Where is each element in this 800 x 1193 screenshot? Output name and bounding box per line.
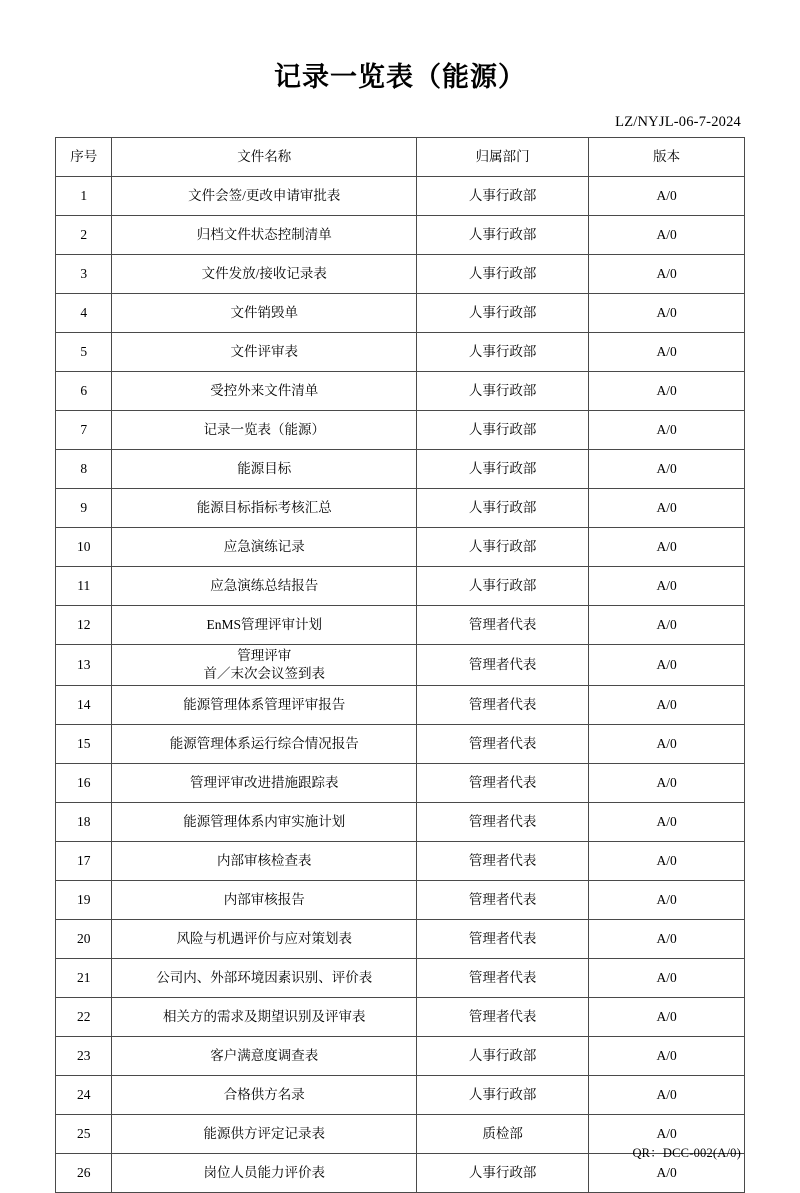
cell-name: 归档文件状态控制清单 (112, 216, 417, 255)
cell-no: 3 (56, 255, 112, 294)
cell-version: A/0 (589, 920, 745, 959)
cell-dept: 管理者代表 (417, 606, 589, 645)
table-body (56, 177, 745, 1193)
table-row (56, 411, 745, 450)
cell-no: 6 (56, 372, 112, 411)
cell-name (112, 645, 417, 686)
table-row (56, 1037, 745, 1076)
cell-dept: 管理者代表 (417, 645, 589, 686)
document-page (0, 55, 800, 1185)
table-row (56, 764, 745, 803)
footer-form-code: QR：DCC-002(A/0) (632, 1146, 741, 1160)
cell-name: 能源管理体系运行综合情况报告 (112, 725, 417, 764)
cell-no: 7 (56, 411, 112, 450)
column-header-version: 版本 (589, 138, 745, 177)
cell-name: 文件销毁单 (112, 294, 417, 333)
cell-name: 文件评审表 (112, 333, 417, 372)
table-row (56, 959, 745, 998)
table-row (56, 372, 745, 411)
cell-no: 9 (56, 489, 112, 528)
cell-version: A/0 (589, 528, 745, 567)
cell-no: 25 (56, 1115, 112, 1154)
cell-name: 内部审核报告 (112, 881, 417, 920)
cell-no: 18 (56, 803, 112, 842)
cell-dept: 质检部 (417, 1115, 589, 1154)
cell-no: 19 (56, 881, 112, 920)
cell-version: A/0 (589, 1115, 745, 1154)
cell-name: 能源管理体系内审实施计划 (112, 803, 417, 842)
cell-name: 能源管理体系管理评审报告 (112, 686, 417, 725)
cell-dept: 管理者代表 (417, 920, 589, 959)
table-row (56, 528, 745, 567)
cell-no: 1 (56, 177, 112, 216)
cell-dept: 管理者代表 (417, 842, 589, 881)
cell-no: 23 (56, 1037, 112, 1076)
cell-name: 受控外来文件清单 (112, 372, 417, 411)
document-code: LZ/NYJL-06-7-2024 (615, 114, 741, 130)
table-row (56, 333, 745, 372)
table-row (56, 920, 745, 959)
table-row (56, 725, 745, 764)
cell-dept: 人事行政部 (417, 567, 589, 606)
cell-dept: 人事行政部 (417, 450, 589, 489)
cell-dept: 人事行政部 (417, 411, 589, 450)
cell-no: 21 (56, 959, 112, 998)
cell-version: A/0 (589, 1037, 745, 1076)
cell-version: A/0 (589, 1154, 745, 1193)
cell-dept: 人事行政部 (417, 333, 589, 372)
table-row (56, 255, 745, 294)
cell-dept: 人事行政部 (417, 177, 589, 216)
cell-name: 应急演练总结报告 (112, 567, 417, 606)
cell-dept: 管理者代表 (417, 998, 589, 1037)
cell-dept: 管理者代表 (417, 881, 589, 920)
cell-name: 管理评审改进措施跟踪表 (112, 764, 417, 803)
cell-version: A/0 (589, 567, 745, 606)
table-row (56, 803, 745, 842)
cell-version: A/0 (589, 764, 745, 803)
cell-name: 客户满意度调查表 (112, 1037, 417, 1076)
cell-no: 10 (56, 528, 112, 567)
cell-version: A/0 (589, 645, 745, 686)
table-row (56, 489, 745, 528)
table-header-row (56, 138, 745, 177)
cell-version: A/0 (589, 333, 745, 372)
table-row (56, 686, 745, 725)
cell-no: 17 (56, 842, 112, 881)
cell-no: 4 (56, 294, 112, 333)
cell-name: 风险与机遇评价与应对策划表 (112, 920, 417, 959)
column-header-no: 序号 (56, 138, 112, 177)
table-header (56, 138, 745, 177)
cell-no: 22 (56, 998, 112, 1037)
cell-name: 公司内、外部环境因素识别、评价表 (112, 959, 417, 998)
cell-no: 5 (56, 333, 112, 372)
cell-dept: 管理者代表 (417, 764, 589, 803)
cell-dept: 管理者代表 (417, 959, 589, 998)
cell-version: A/0 (589, 255, 745, 294)
cell-dept: 管理者代表 (417, 803, 589, 842)
cell-version: A/0 (589, 294, 745, 333)
table-row (56, 177, 745, 216)
cell-dept: 人事行政部 (417, 294, 589, 333)
records-table (55, 137, 745, 1193)
cell-version: A/0 (589, 842, 745, 881)
column-header-name: 文件名称 (112, 138, 417, 177)
cell-no: 15 (56, 725, 112, 764)
cell-version: A/0 (589, 216, 745, 255)
cell-name: 相关方的需求及期望识别及评审表 (112, 998, 417, 1037)
table-row (56, 294, 745, 333)
page-title: 记录一览表（能源） (274, 62, 526, 92)
cell-no: 13 (56, 645, 112, 686)
cell-name: 岗位人员能力评价表 (112, 1154, 417, 1193)
cell-name: EnMS管理评审计划 (112, 606, 417, 645)
cell-no: 26 (56, 1154, 112, 1193)
cell-version: A/0 (589, 686, 745, 725)
cell-no: 12 (56, 606, 112, 645)
cell-version: A/0 (589, 803, 745, 842)
table-row (56, 567, 745, 606)
cell-no: 16 (56, 764, 112, 803)
cell-version: A/0 (589, 450, 745, 489)
cell-name: 合格供方名录 (112, 1076, 417, 1115)
cell-no: 11 (56, 567, 112, 606)
cell-dept: 人事行政部 (417, 528, 589, 567)
column-header-dept: 归属部门 (417, 138, 589, 177)
cell-name: 文件会签/更改申请审批表 (112, 177, 417, 216)
table-row (56, 998, 745, 1037)
cell-dept: 人事行政部 (417, 1037, 589, 1076)
cell-name: 能源供方评定记录表 (112, 1115, 417, 1154)
cell-name: 应急演练记录 (112, 528, 417, 567)
cell-version: A/0 (589, 1076, 745, 1115)
table-row (56, 645, 745, 686)
cell-dept: 人事行政部 (417, 372, 589, 411)
cell-dept: 人事行政部 (417, 216, 589, 255)
cell-version: A/0 (589, 606, 745, 645)
cell-dept: 人事行政部 (417, 1154, 589, 1193)
table-row (56, 216, 745, 255)
table-row (56, 1076, 745, 1115)
cell-no: 8 (56, 450, 112, 489)
cell-no: 14 (56, 686, 112, 725)
cell-name: 能源目标 (112, 450, 417, 489)
table-row (56, 842, 745, 881)
table-row (56, 881, 745, 920)
cell-no: 20 (56, 920, 112, 959)
cell-name-line1: 管理评审 (237, 648, 292, 663)
cell-dept: 人事行政部 (417, 489, 589, 528)
cell-name: 内部审核检查表 (112, 842, 417, 881)
cell-name: 文件发放/接收记录表 (112, 255, 417, 294)
cell-no: 2 (56, 216, 112, 255)
cell-name-line2: 首／末次会议签到表 (203, 666, 325, 682)
cell-name: 记录一览表（能源） (112, 411, 417, 450)
cell-version: A/0 (589, 177, 745, 216)
cell-version: A/0 (589, 998, 745, 1037)
cell-dept: 人事行政部 (417, 255, 589, 294)
cell-no: 24 (56, 1076, 112, 1115)
cell-dept: 人事行政部 (417, 1076, 589, 1115)
table-row (56, 606, 745, 645)
cell-version: A/0 (589, 725, 745, 764)
cell-dept: 管理者代表 (417, 725, 589, 764)
cell-version: A/0 (589, 959, 745, 998)
cell-version: A/0 (589, 881, 745, 920)
table-row (56, 450, 745, 489)
cell-version: A/0 (589, 489, 745, 528)
cell-version: A/0 (589, 411, 745, 450)
cell-dept: 管理者代表 (417, 686, 589, 725)
cell-name: 能源目标指标考核汇总 (112, 489, 417, 528)
cell-version: A/0 (589, 372, 745, 411)
